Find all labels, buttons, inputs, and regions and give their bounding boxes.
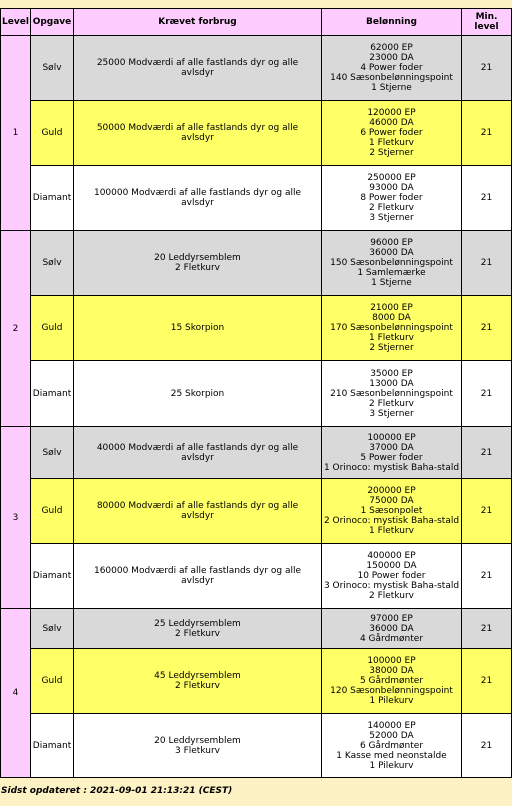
reward-line: 6 Gårdmønter [359,740,424,751]
min-level-cell: 21 [462,714,512,778]
requirement-cell [74,649,322,714]
requirement-line: 160000 Modværdi af alle fastlands dyr og alle avlsdyr [93,566,302,586]
reward-line: 62000 EP [370,43,413,53]
task-cell: Diamant [31,544,74,609]
reward-line: 21000 EP [370,303,413,313]
requirement-cell [74,544,322,609]
reward-line: 210 Sæsonbelønningspoint [330,388,453,399]
requirement-cell [74,231,322,296]
task-cell: Guld [31,479,74,544]
reward-line: 35000 EP [370,368,413,379]
level-cell: 2 [1,231,31,427]
reward-line: 6 Power foder [360,128,423,138]
reward-cell [322,609,462,649]
reward-line: 1 Fletkurv [369,138,414,148]
reward-cell [322,649,462,714]
reward-line: 250000 EP [367,173,416,183]
header-row [1,9,512,36]
min-level-cell: 21 [462,296,512,361]
task-cell: Guld [31,649,74,714]
requirement-line: 80000 Modværdi af alle fastlands dyr og alle avlsdyr [96,501,299,521]
reward-line: 1 Fletkurv [369,526,414,536]
table-row [1,101,512,166]
requirement-line: 2 Fletkurv [175,681,220,691]
reward-line: 2 Stjerner [369,148,414,158]
reward-line: 140 Sæsonbelønningspoint [330,73,453,83]
reward-line: 3 Orinoco: mystisk Baha-stald [323,581,460,591]
task-cell: Sølv [31,36,74,101]
requirement-cell [74,427,322,479]
requirement-line: 50000 Modværdi af alle fastlands dyr og alle avlsdyr [96,123,299,143]
table-row [1,479,512,544]
min-level-cell: 21 [462,166,512,231]
level-cell: 4 [1,609,31,778]
task-cell: Guld [31,101,74,166]
reward-line: 3 Stjerner [369,408,414,419]
requirement-line: 40000 Modværdi af alle fastlands dyr og alle avlsdyr [96,442,299,463]
header-reward: Belønning [322,9,462,36]
min-level-cell: 21 [462,231,512,296]
min-level-cell: 21 [462,361,512,427]
reward-line: 400000 EP [367,551,416,561]
reward-line: 97000 EP [370,613,413,624]
reward-line: 140000 EP [367,720,416,731]
requirement-line: 15 Skorpion [170,323,225,333]
requirement-line: 25 Leddyrsemblem [154,618,241,629]
reward-line: 120000 EP [367,108,416,118]
task-cell: Guld [31,296,74,361]
reward-line: 5 Gårdmønter [359,676,424,686]
requirement-cell [74,714,322,778]
requirement-line: 2 Fletkurv [175,263,220,273]
min-level-cell: 21 [462,649,512,714]
header-min-level: Min. level [462,9,512,36]
last-updated: Sidst opdateret : 2021-09-01 21:13:21 (CEST) [1,786,233,796]
table-row [1,166,512,231]
reward-line: 2 Fletkurv [369,398,414,409]
reward-line: 23000 DA [369,53,414,63]
quest-table [0,8,512,778]
reward-line: 52000 DA [369,730,414,741]
reward-cell [322,427,462,479]
requirement-line: 20 Leddyrsemblem [154,253,241,263]
reward-line: 75000 DA [369,496,414,506]
requirement-line: 2 Fletkurv [175,628,220,639]
header-requirement: Krævet forbrug [74,9,322,36]
min-level-cell: 21 [462,609,512,649]
reward-line: 150 Sæsonbelønningspoint [330,258,453,268]
requirement-cell [74,609,322,649]
reward-line: 37000 DA [369,442,414,453]
reward-cell [322,714,462,778]
reward-line: 2 Orinoco: mystisk Baha-stald [323,516,460,526]
reward-cell [322,296,462,361]
reward-line: 46000 DA [369,118,414,128]
requirement-line: 25000 Modværdi af alle fastlands dyr og alle avlsdyr [96,58,299,78]
reward-line: 1 Fletkurv [369,333,414,343]
reward-line: 100000 EP [367,656,416,666]
reward-line: 1 Orinoco: mystisk Baha-stald [323,462,460,473]
min-level-cell: 21 [462,427,512,479]
task-cell: Sølv [31,427,74,479]
reward-line: 1 Pilekurv [369,760,414,771]
reward-line: 3 Stjerner [369,213,414,223]
reward-line: 1 Sæsonpolet [360,506,423,516]
reward-line: 10 Power foder [357,571,426,581]
table-row [1,361,512,427]
reward-cell [322,544,462,609]
reward-cell [322,479,462,544]
requirement-line: 45 Leddyrsemblem [154,671,241,681]
requirement-cell [74,166,322,231]
table-row [1,714,512,778]
table-row [1,609,512,649]
reward-line: 150000 DA [366,561,417,571]
task-cell: Sølv [31,609,74,649]
reward-line: 8 Power foder [360,193,423,203]
min-level-cell: 21 [462,101,512,166]
requirement-cell [74,479,322,544]
reward-line: 100000 EP [367,432,416,443]
reward-line: 13000 DA [369,378,414,389]
requirement-line: 100000 Modværdi af alle fastlands dyr og alle avlsdyr [93,188,302,208]
reward-line: 1 Pilekurv [369,696,414,706]
reward-line: 4 Power foder [360,63,423,73]
requirement-cell [74,361,322,427]
reward-line: 8000 DA [372,313,411,323]
reward-line: 200000 EP [367,486,416,496]
reward-line: 1 Stjerne [371,83,412,93]
table-row [1,296,512,361]
min-level-cell: 21 [462,544,512,609]
reward-cell [322,361,462,427]
requirement-line: 25 Skorpion [170,388,225,399]
requirement-cell [74,101,322,166]
reward-line: 170 Sæsonbelønningspoint [330,323,453,333]
reward-line: 2 Fletkurv [369,591,414,601]
task-cell: Diamant [31,166,74,231]
table-row [1,36,512,101]
reward-line: 120 Sæsonbelønningspoint [330,686,453,696]
table-row [1,427,512,479]
task-cell: Sølv [31,231,74,296]
reward-line: 1 Kasse med neonstalde [336,750,447,761]
reward-cell [322,36,462,101]
level-cell: 3 [1,427,31,609]
reward-line: 36000 DA [369,623,414,634]
reward-cell [322,166,462,231]
table-row [1,649,512,714]
reward-line: 38000 DA [369,666,414,676]
min-level-cell: 21 [462,479,512,544]
reward-line: 36000 DA [369,248,414,258]
level-cell: 1 [1,36,31,231]
table-body [1,36,512,778]
reward-line: 2 Fletkurv [369,203,414,213]
task-cell: Diamant [31,714,74,778]
reward-line: 2 Stjerner [369,343,414,353]
reward-line: 93000 DA [369,183,414,193]
reward-cell [322,231,462,296]
min-level-cell: 21 [462,36,512,101]
reward-cell [322,101,462,166]
requirement-line: 3 Fletkurv [175,745,220,756]
reward-line: 1 Stjerne [371,278,412,288]
table-row [1,231,512,296]
reward-line: 96000 EP [370,238,413,248]
requirement-cell [74,36,322,101]
task-cell: Diamant [31,361,74,427]
header-task: Opgave [31,9,74,36]
table-row [1,544,512,609]
reward-line: 5 Power foder [360,452,423,463]
header-level: Level [1,9,31,36]
requirement-cell [74,296,322,361]
reward-line: 1 Samlemærke [357,268,426,278]
requirement-line: 20 Leddyrsemblem [154,735,241,746]
reward-line: 4 Gårdmønter [359,633,424,644]
